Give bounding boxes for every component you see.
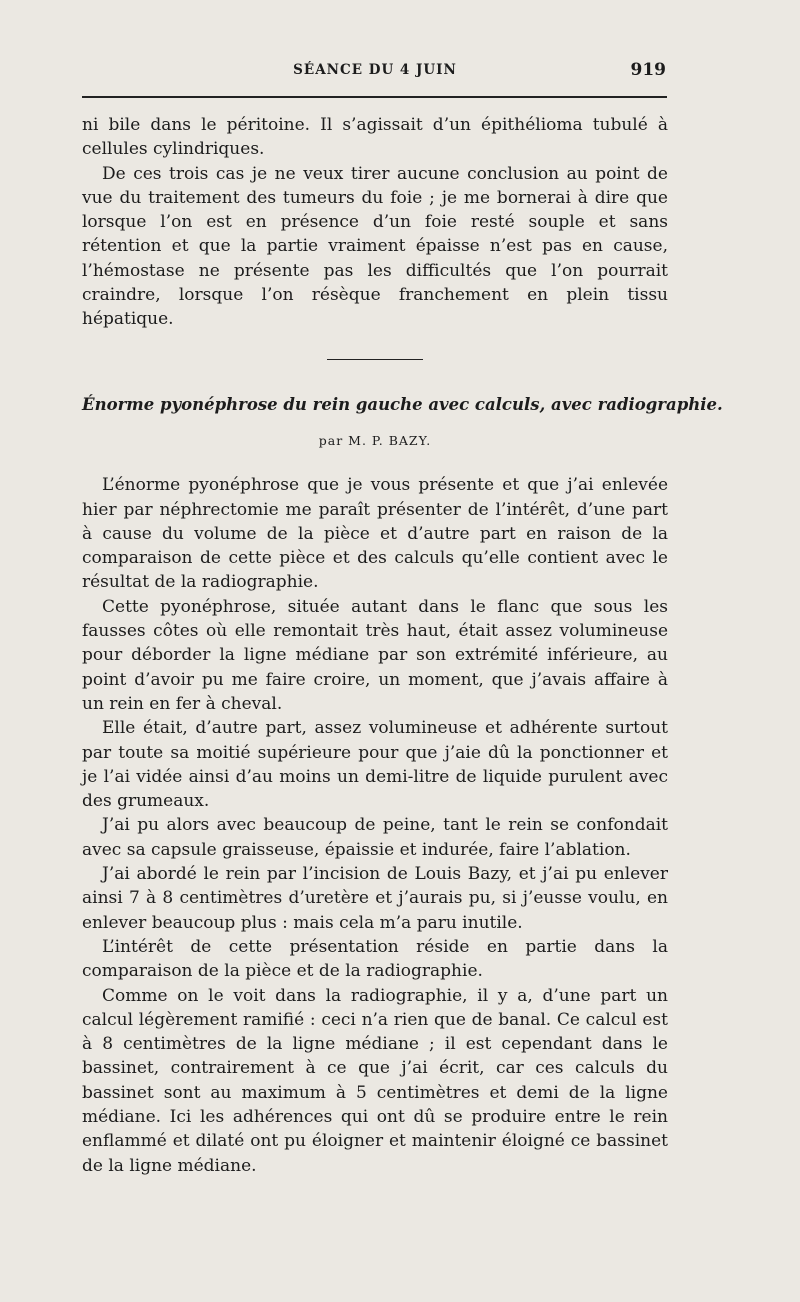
paragraph: Cette pyonéphrose, située autant dans le flanc que sous les fausses côtes où elle remontait très haut, était assez volumineuse pour déborder la ligne médiane par son extrémité inférieure, au point d’avoir pu me faire croire, un moment, que j’avais affaire à un rein en fer à cheval. [82,596,668,714]
paragraph: L’intérêt de cette présentation réside en partie dans la comparaison de la pièce et de la radiographie. [82,936,668,982]
paragraph: Elle était, d’autre part, assez volumineuse et adhérente surtout par toute sa moitié supérieure pour que j’aie dû la ponctionner et je l’ai vidée ainsi d’au moins un demi-litre de liquide purulent avec des grumeaux. [82,718,668,812]
page-text [82,113,723,1178]
section-divider [327,359,423,360]
article-byline: par M. P. BAZY. [318,432,432,448]
running-head-title: SÉANCE DU 4 JUIN [293,62,457,78]
paragraph: ni bile dans le péritoine. Il s’agissait d’un épithélioma tubulé à cellules cylindriques. [82,115,668,160]
spacer [82,453,668,473]
paragraph: De ces trois cas je ne veux tirer aucune conclusion au point de vue du traitement des tumeurs du foie ; je me bornerai à dire que lorsque l’on est en présence d’un foie resté souple et sans rétention et que la partie vraiment épaisse n’est pas en cause, l’hémostase ne présente pas les difficultés que l’on pourrait craindre, lorsque l’on résèque franchement en plein tissu hépatique. [82,163,668,330]
running-head [82,58,668,88]
paragraph: J’ai abordé le rein par l’incision de Louis Bazy, et j’ai pu enlever ainsi 7 à 8 centimètres d’uretère et j’aurais pu, si j’eusse voulu, en enlever beaucoup plus : mais cela m’a paru inutile. [82,864,668,933]
paragraph: L’énorme pyonéphrose que je vous présente et que j’ai enlevée hier par néphrectomie me paraît présenter de l’intérêt, d’une part à cause du volume de la pièce et d’autre part en raison de la comparaison de cette pièce et des calculs qu’elle contient avec le résultat de la radiographie. [82,475,668,593]
header-rule [82,96,667,98]
page-number: 919 [630,60,666,80]
article-title: Énorme pyonéphrose du rein gauche avec calculs, avec radiographie. [82,394,723,414]
paragraph: Comme on le voit dans la radiographie, il y a, d’une part un calcul légèrement ramifié : ceci n’a rien que de banal. Ce calcul est à 8 centimètres de la ligne médiane ; il est cependant dans le bassinet, contrairement à ce que j’ai écrit, car ces calculs du bassinet sont au maximum à 5 centimètres et demi de la ligne médiane. Ici les adhérences qui ont dû se produire entre le rein enflammé et dilaté ont pu éloigner et maintenir éloigné ce bassinet de la ligne médiane. [82,985,668,1176]
paragraph: J’ai pu alors avec beaucoup de peine, tant le rein se confondait avec sa capsule graisseuse, épaissie et indurée, faire l’ablation. [82,815,668,860]
